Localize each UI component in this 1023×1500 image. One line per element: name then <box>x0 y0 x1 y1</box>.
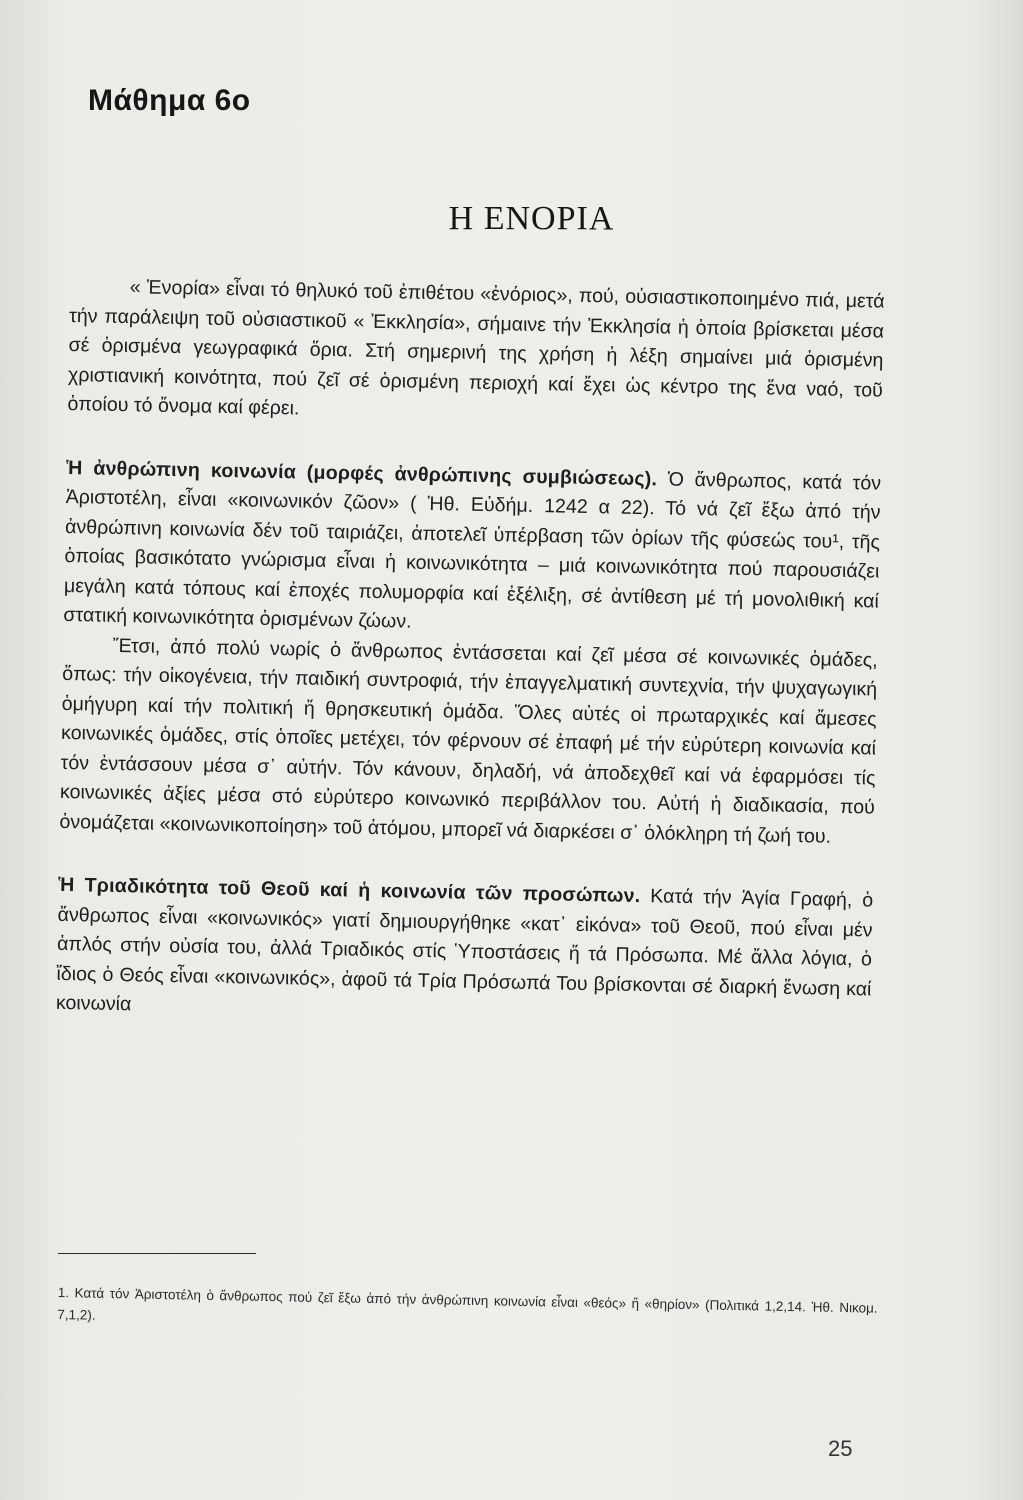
page-number: 25 <box>828 1436 853 1461</box>
section-trinity <box>56 871 874 1034</box>
chapter-title: Η ΕΝΟΡΙΑ <box>448 200 615 237</box>
footnote: 1. Κατά τόν Ἀριστοτέλη ὁ ἄνθρωπος πού ζεῖ ἔξω ἀπό τήν ἀνθρώπινη κοινωνία εἶναι «θεός» ἤ «θηρίον» (Πολιτικά 1,2,14. Ἠθ. Νικομ. 7,1,2). <box>57 1284 878 1323</box>
section-text: Ὁ ἄνθρωπος, κατά τόν Ἀριστοτέλη, εἶναι «κοινωνικόν ζῶον» ( Ἠθ. Εὐδήμ. 1242 α 22). Τό νά ζεῖ ἔξω ἀπό τήν ἀνθρώπινη κοινωνία δέν τοῦ ταιριάζει, ἀποτελεῖ ὑπέρβαση τῶν ὁρίων τῆς φύσεώς του¹, τῆς ὁποίας βασικότατο γνώρισμα εἶναι ἡ κοινωνικότητα – μιά κοινωνικότητα πού παρουσιάζει μεγάλη κατά τόπους καί ἐποχές πολυμορφία καί ἐξέλιξη, σέ ἀντίθεση μέ τή μονολιθική καί στατική κοινωνικότητα ὁρισμένων ζώων. <box>63 467 882 633</box>
section-heading: Ἡ ἀνθρώπινη κοινωνία (μορφές ἀνθρώπινης συμβιώσεως). <box>66 456 658 490</box>
footnote-divider <box>58 1253 256 1254</box>
intro-paragraph: « Ἐνορία» εἶναι τό θηλυκό τοῦ ἐπιθέτου «ἐνόριος», πού, οὐσιαστικοποιημένο πιά, μετά τήν παράλειψη τοῦ οὐσιαστικοῦ « Ἐκκλησία», σήμαινε τήν Ἐκκλησία ἡ ὁποία βρίσκεται μέσα σέ ὁρισμένα γεωγραφικά ὅρια. Στή σημερινή της χρήση ἡ λέξη σημαίνει μιά ὁρισμένη χριστιανική κοινότητα, πού ζεῖ σέ ὁρισμένη περιοχή καί ἔχει ὡς κέντρο της ἕνα ναό, τοῦ ὁποίου τό ὄνομα καί φέρει. <box>67 276 885 420</box>
lesson-label: Μάθημα 6ο <box>88 84 251 117</box>
body-text <box>56 272 885 1034</box>
section-heading: Ἡ Τριαδικότητα τοῦ Θεοῦ καί ἡ κοινωνία τῶν προσώπων. <box>58 873 641 908</box>
section-paragraph: Ἔτσι, ἀπό πολύ νωρίς ὁ ἄνθρωπος ἐντάσσεται καί ζεῖ μέσα σέ κοινωνικές ὁμάδες, ὅπως: τήν οἰκογένεια, τήν παιδική συντροφιά, τήν ἐπαγγελματική συντεχνία, τήν ψυχαγωγική ὁμήγυρη καί τήν πολιτική ἤ θρησκευτική ὁμάδα. Ὅλες αὐτές οἱ πρωταρχικές καί ἄμεσες κοινωνικές ὁμάδες, στίς ὁποῖες μετέχει, τόν φέρνουν σέ ἐπαφή μέ τήν εὐρύτερη κοινωνία καί τόν ἐντάσσουν μέσα σ᾿ αὐτήν. Τόν κάνουν, δηλαδή, νά ἀποδεχθεῖ καί νά ἐφαρμόσει τίς κοινωνικές ἀξίες μέσα στό εὐρύτερο κοινωνικό περιβάλλον του. Αὐτή ἡ διαδικασία, πού ὀνομάζεται «κοινωνικοποίηση» τοῦ ἀτόμου, μπορεῖ νά διαρκέσει σ᾿ ὁλόκληρη τή ζωή του. <box>59 634 878 848</box>
section-human-society <box>59 453 881 852</box>
section-paragraph <box>56 871 874 1034</box>
section-text: Κατά τήν Ἁγία Γραφή, ὁ ἄνθρωπος εἶναι «κοινωνικός» γιατί δημιουργήθηκε «κατ᾿ εἰκόνα» τοῦ Θεοῦ, πού εἶναι μέν ἁπλός στήν οὐσία του, ἀλλά Τριαδικός στίς Ὑποστάσεις ἤ τά Πρόσωπα. Μέ ἄλλα λόγια, ὁ ἴδιος ὁ Θεός εἶναι «κοινωνικός», ἀφοῦ τά Τρία Πρόσωπά Του βρίσκονται σέ διαρκή ἕνωση καί κοινωνία <box>55 885 874 1016</box>
section-paragraph <box>63 453 881 646</box>
